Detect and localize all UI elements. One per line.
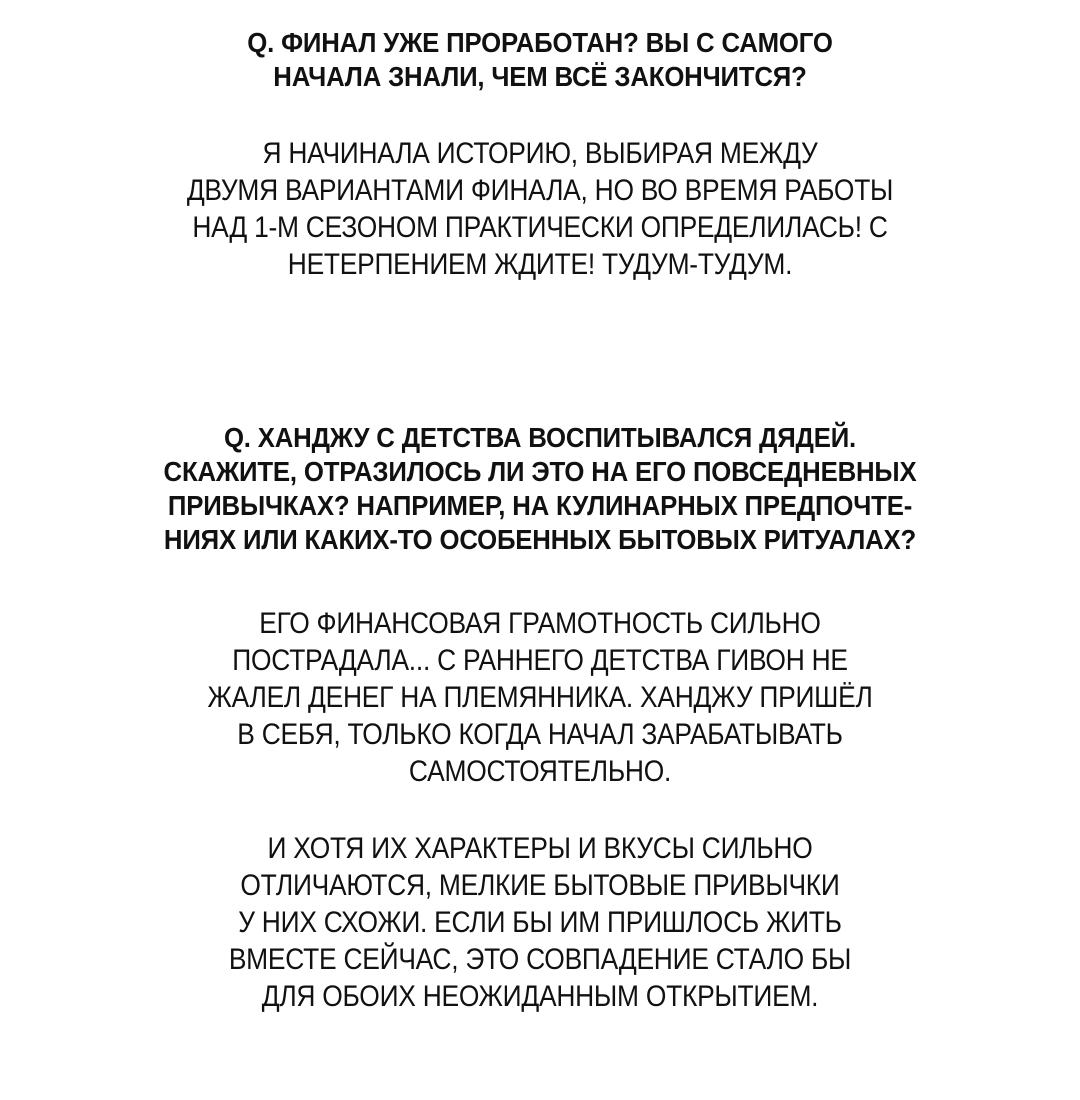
question-1-heading (0, 26, 1080, 94)
answer-line: ВМЕСТЕ СЕЙЧАС, ЭТО СОВПАДЕНИЕ СТАЛО БЫ (228, 943, 852, 976)
answer-line: ДЛЯ ОБОИХ НЕОЖИДАННЫМ ОТКРЫТИЕМ. (261, 980, 819, 1013)
answer-line: ОТЛИЧАЮТСЯ, МЕЛКИЕ БЫТОВЫЕ ПРИВЫЧКИ (240, 869, 840, 902)
answer-line: В СЕБЯ, ТОЛЬКО КОГДА НАЧАЛ ЗАРАБАТЫВАТЬ (237, 718, 843, 751)
question-line: НИЯХ ИЛИ КАКИХ-ТО ОСОБЕННЫХ БЫТОВЫХ РИТУАЛАХ? (163, 524, 917, 555)
answer-1-paragraph (0, 135, 1080, 283)
answer-line: У НИХ СХОЖИ. ЕСЛИ БЫ ИМ ПРИШЛОСЬ ЖИТЬ (238, 906, 842, 939)
answer-line: ДВУМЯ ВАРИАНТАМИ ФИНАЛА, НО ВО ВРЕМЯ РАБОТЫ (186, 174, 894, 207)
answer-line: НЕТЕРПЕНИЕМ ЖДИТЕ! ТУДУМ-ТУДУМ. (287, 248, 793, 281)
answer-line: И ХОТЯ ИХ ХАРАКТЕРЫ И ВКУСЫ СИЛЬНО (267, 832, 813, 865)
answer-line: ЕГО ФИНАНСОВАЯ ГРАМОТНОСТЬ СИЛЬНО (259, 607, 821, 640)
question-line: ПРИВЫЧКАХ? НАПРИМЕР, НА КУЛИНАРНЫХ ПРЕДПОЧТЕ- (167, 490, 913, 521)
answer-line: ПОСТРАДАЛА... С РАННЕГО ДЕТСТВА ГИВОН НЕ (232, 644, 848, 677)
answer-line: Я НАЧИНАЛА ИСТОРИЮ, ВЫБИРАЯ МЕЖДУ (262, 137, 818, 170)
question-line: СКАЖИТЕ, ОТРАЗИЛОСЬ ЛИ ЭТО НА ЕГО ПОВСЕДНЕВНЫХ (163, 456, 917, 487)
answer-line: НАД 1-М СЕЗОНОМ ПРАКТИЧЕСКИ ОПРЕДЕЛИЛАСЬ! С (192, 211, 888, 244)
answer-line: ЖАЛЕЛ ДЕНЕГ НА ПЛЕМЯННИКА. ХАНДЖУ ПРИШЁЛ (207, 681, 873, 714)
question-line: Q. ФИНАЛ УЖЕ ПРОРАБОТАН? ВЫ С САМОГО (247, 27, 833, 58)
question-line: НАЧАЛА ЗНАЛИ, ЧЕМ ВСЁ ЗАКОНЧИТСЯ? (273, 61, 807, 92)
answer-line: САМОСТОЯТЕЛЬНО. (408, 755, 672, 788)
question-line: Q. ХАНДЖУ С ДЕТСТВА ВОСПИТЫВАЛСЯ ДЯДЕЙ. (223, 422, 857, 453)
question-2-heading (0, 421, 1080, 557)
answer-2-paragraph-2 (0, 830, 1080, 1015)
answer-2-paragraph-1 (0, 605, 1080, 790)
